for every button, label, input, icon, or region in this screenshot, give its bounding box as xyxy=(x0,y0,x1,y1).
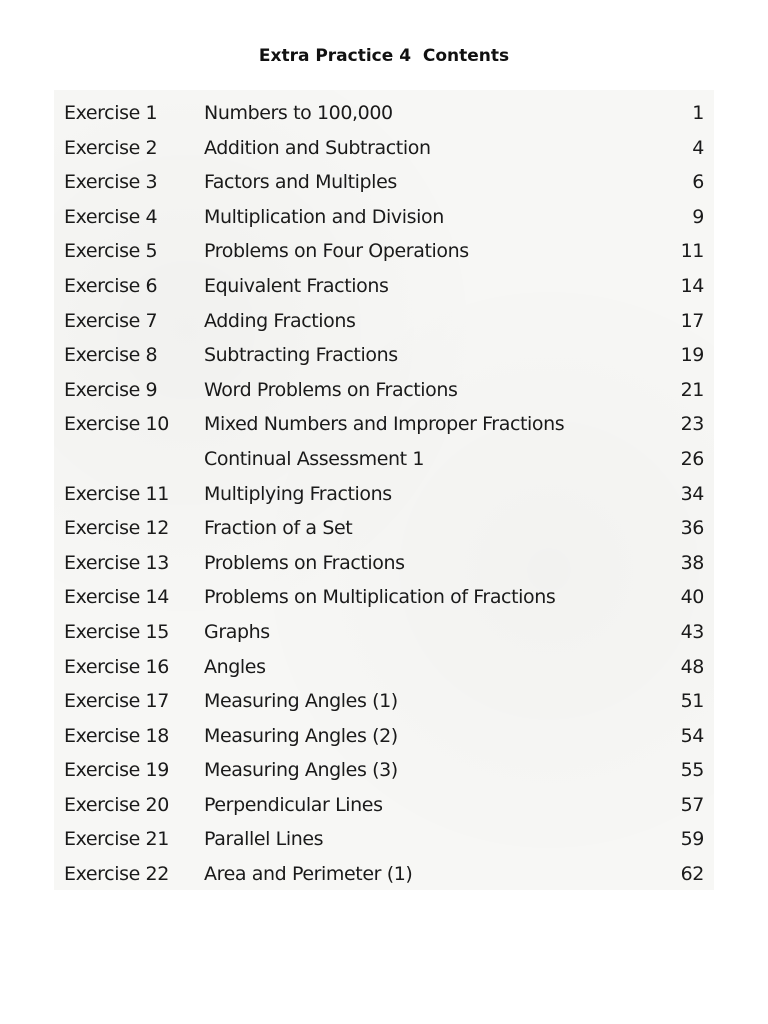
page-number: 14 xyxy=(680,274,704,297)
exercise-title: Multiplying Fractions xyxy=(204,482,392,505)
toc-entry xyxy=(54,342,714,377)
page-title: Extra Practice 4 Contents xyxy=(258,46,510,66)
toc-entry xyxy=(54,411,714,446)
exercise-number: Exercise 15 xyxy=(64,620,169,643)
page-number: 23 xyxy=(680,413,704,436)
exercise-number: Exercise 16 xyxy=(64,655,169,678)
page-number: 1 xyxy=(692,102,704,124)
page-number: 17 xyxy=(680,309,704,332)
exercise-number: Exercise 21 xyxy=(64,828,169,851)
toc-entry xyxy=(54,169,714,204)
page-number: 9 xyxy=(692,205,704,228)
exercise-title: Equivalent Fractions xyxy=(204,274,389,297)
exercise-title: Problems on Multiplication of Fractions xyxy=(204,586,556,609)
exercise-number: Exercise 8 xyxy=(64,344,158,367)
exercise-number: Exercise 5 xyxy=(64,240,158,263)
toc-entry xyxy=(54,757,714,792)
exercise-number: Exercise 4 xyxy=(64,205,158,228)
exercise-title: Addition and Subtraction xyxy=(204,136,431,159)
toc-entry xyxy=(54,308,714,343)
toc-entry xyxy=(54,515,714,550)
page-number: 57 xyxy=(680,793,704,816)
exercise-number: Exercise 19 xyxy=(64,759,169,782)
exercise-title: Graphs xyxy=(204,620,270,643)
toc-entry xyxy=(54,481,714,516)
toc-entry xyxy=(54,792,714,827)
exercise-title: Factors and Multiples xyxy=(204,171,397,194)
exercise-title: Continual Assessment 1 xyxy=(204,447,425,470)
page-number: 36 xyxy=(680,517,704,540)
toc-entry xyxy=(54,861,714,896)
exercise-title: Numbers to 100,000 xyxy=(204,102,393,124)
exercise-number: Exercise 9 xyxy=(64,378,158,401)
exercise-number: Exercise 22 xyxy=(64,863,169,886)
page-number: 48 xyxy=(680,655,704,678)
exercise-title: Problems on Fractions xyxy=(204,551,405,574)
exercise-number: Exercise 10 xyxy=(64,413,169,436)
exercise-number: Exercise 13 xyxy=(64,551,169,574)
exercise-number: Exercise 20 xyxy=(64,793,169,816)
toc-entry xyxy=(54,826,714,861)
exercise-title: Area and Perimeter (1) xyxy=(204,863,413,886)
exercise-title: Angles xyxy=(204,655,266,678)
exercise-title: Measuring Angles (2) xyxy=(204,724,398,747)
toc-entry xyxy=(54,204,714,239)
exercise-number: Exercise 11 xyxy=(64,482,169,505)
page-number: 38 xyxy=(680,551,704,574)
exercise-title: Adding Fractions xyxy=(204,309,356,332)
toc-entry xyxy=(54,654,714,689)
toc-entry xyxy=(54,619,714,654)
page-number: 26 xyxy=(680,447,704,470)
exercise-number: Exercise 18 xyxy=(64,724,169,747)
exercise-title: Fraction of a Set xyxy=(204,517,353,540)
contents-scan xyxy=(54,90,714,890)
page-number: 54 xyxy=(680,724,704,747)
page-number: 43 xyxy=(680,620,704,643)
exercise-number: Exercise 3 xyxy=(64,171,158,194)
exercise-title: Measuring Angles (3) xyxy=(204,759,398,782)
exercise-number: Exercise 12 xyxy=(64,517,169,540)
exercise-title: Problems on Four Operations xyxy=(204,240,469,263)
page-number: 6 xyxy=(692,171,704,194)
page-number: 19 xyxy=(680,344,704,367)
exercise-title: Subtracting Fractions xyxy=(204,344,398,367)
page-number: 59 xyxy=(680,828,704,851)
exercise-number: Exercise 14 xyxy=(64,586,169,609)
toc-entry xyxy=(54,584,714,619)
exercise-number: Exercise 1 xyxy=(64,102,158,124)
table-of-contents xyxy=(54,100,714,896)
page-number: 62 xyxy=(680,863,704,886)
page-number: 51 xyxy=(680,690,704,713)
toc-entry xyxy=(54,135,714,170)
page-number: 55 xyxy=(680,759,704,782)
exercise-title: Multiplication and Division xyxy=(204,205,444,228)
toc-entry xyxy=(54,238,714,273)
page-number: 34 xyxy=(680,482,704,505)
exercise-title: Parallel Lines xyxy=(204,828,324,851)
page-number: 4 xyxy=(692,136,704,159)
exercise-number: Exercise 6 xyxy=(64,274,158,297)
page-number: 21 xyxy=(680,378,704,401)
page-number: 40 xyxy=(680,586,704,609)
toc-entry xyxy=(54,273,714,308)
toc-entry xyxy=(54,446,714,481)
toc-entry xyxy=(54,723,714,758)
toc-entry xyxy=(54,100,714,135)
exercise-title: Word Problems on Fractions xyxy=(204,378,458,401)
exercise-number: Exercise 17 xyxy=(64,690,169,713)
exercise-title: Mixed Numbers and Improper Fractions xyxy=(204,413,565,436)
page-number: 11 xyxy=(680,240,704,263)
exercise-number: Exercise 7 xyxy=(64,309,158,332)
toc-entry xyxy=(54,377,714,412)
exercise-title: Perpendicular Lines xyxy=(204,793,383,816)
exercise-number: Exercise 2 xyxy=(64,136,158,159)
exercise-title: Measuring Angles (1) xyxy=(204,690,398,713)
toc-entry xyxy=(54,688,714,723)
toc-entry xyxy=(54,550,714,585)
